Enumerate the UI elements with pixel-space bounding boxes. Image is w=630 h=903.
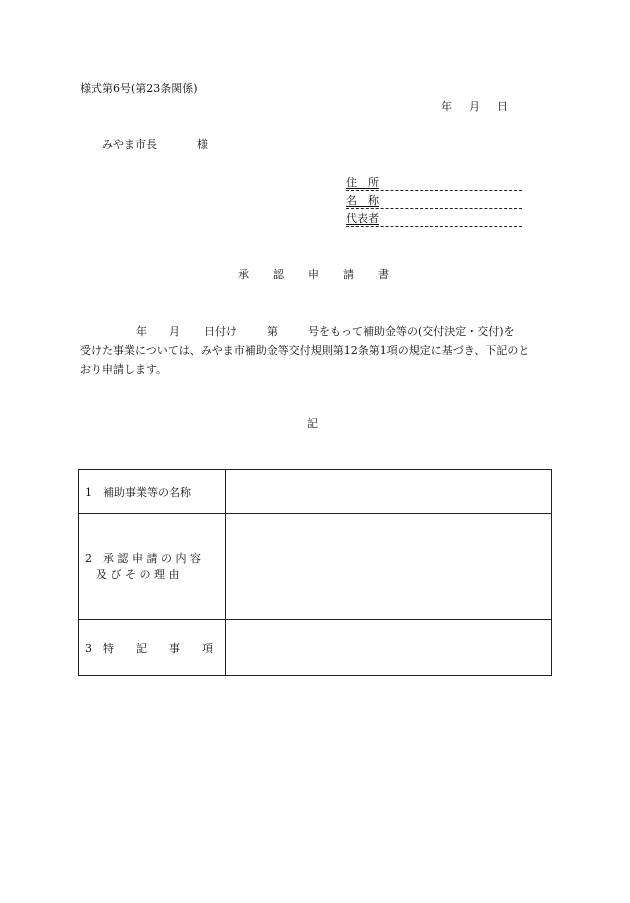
project-name-cell[interactable]: [226, 470, 552, 514]
title-char: 承: [238, 268, 249, 281]
body-no: 第: [267, 325, 278, 338]
title-char: 認: [273, 268, 284, 281]
addressee-name: みやま市長: [102, 138, 157, 151]
date-year: 年: [441, 100, 452, 113]
table-row: [79, 470, 552, 514]
ki-heading: 記: [307, 417, 318, 430]
body-line-2: 受けた事業については、みやま市補助金等交付規則第12条第1項の規定に基づき、下記のと: [80, 344, 530, 357]
document-title: [238, 269, 413, 280]
addressee: [102, 139, 208, 150]
items-table: [78, 469, 552, 676]
title-char: 請: [343, 268, 354, 281]
date-month: 月: [469, 100, 480, 113]
special-notes-cell[interactable]: [226, 620, 552, 676]
request-content-label-1: 2 承 認 申 請 の 内 容: [85, 551, 201, 565]
form-number: 様式第6号(第23条関係): [80, 82, 198, 95]
body-rest: 号をもって補助金等の(交付決定・交付)を: [308, 325, 515, 338]
request-content-label-2: 及 び そ の 理 由: [85, 567, 180, 581]
address-label: 住 所: [346, 176, 379, 189]
request-content-label: [79, 514, 226, 620]
name-line: [346, 208, 522, 209]
body-dated: 日付け: [204, 325, 237, 338]
address-line: [346, 190, 522, 191]
title-char: 申: [308, 268, 319, 281]
special-notes-label: 3 特 記 事 項: [79, 620, 226, 676]
project-name-label: 1 補助事業等の名称: [79, 470, 226, 514]
name-label: 名 称: [346, 194, 379, 207]
table-row: [79, 620, 552, 676]
address-field[interactable]: [346, 177, 522, 191]
request-content-cell[interactable]: [226, 514, 552, 620]
representative-field[interactable]: [346, 213, 522, 227]
table-row: [79, 514, 552, 620]
name-field[interactable]: [346, 195, 522, 209]
title-char: 書: [378, 268, 389, 281]
representative-line: [346, 226, 522, 227]
body-line-3: おり申請します。: [80, 363, 168, 376]
representative-label: 代表者: [346, 212, 379, 225]
body-paragraph: [80, 322, 552, 379]
body-line-1: [80, 322, 552, 341]
date-day: 日: [497, 100, 508, 113]
body-month: 月: [169, 325, 180, 338]
date-line: [441, 101, 508, 112]
body-year: 年: [136, 325, 147, 338]
addressee-honorific: 様: [197, 138, 208, 151]
